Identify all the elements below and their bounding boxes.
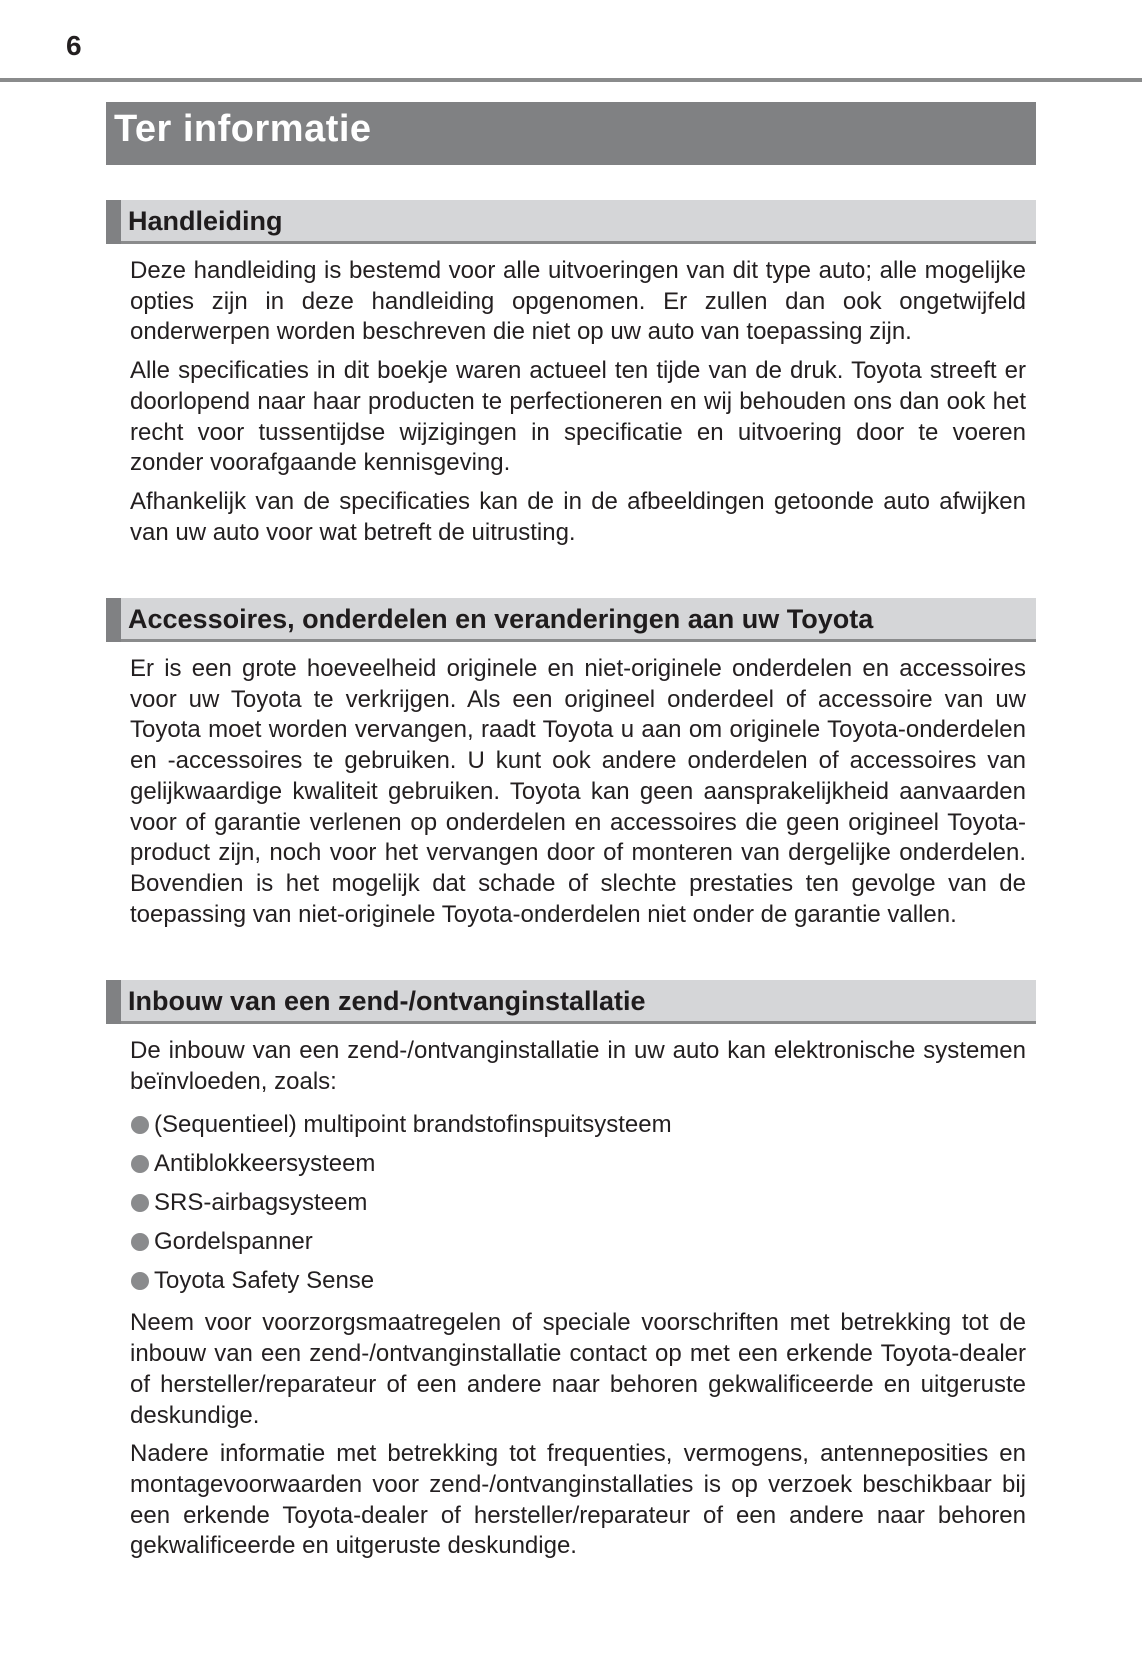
section-body <box>106 1036 1026 1562</box>
bullet-dot-icon <box>131 1116 149 1134</box>
list-item-text: SRS-airbagsysteem <box>154 1189 368 1217</box>
bullet-dot-icon <box>131 1194 149 1212</box>
list-item <box>130 1144 1026 1183</box>
section-heading: Inbouw van een zend-/ontvanginstallatie <box>128 986 646 1016</box>
list-item-text: (Sequentieel) multipoint brandstofinspuitsysteem <box>154 1111 672 1139</box>
section-heading: Handleiding <box>128 206 283 236</box>
section-zendinstallatie <box>106 980 1036 1570</box>
paragraph: Nadere informatie met betrekking tot frequenties, vermogens, antenneposities en montagevoorwaarden voor zend-/ontvanginstallaties is op verzoek beschikbaar bij een erkende Toyota-dealer of hersteller/reparateur of een andere naar behoren gekwalificeerde en uitgeruste deskundige. <box>130 1440 1026 1560</box>
section-body <box>106 256 1026 548</box>
list-item <box>130 1183 1026 1222</box>
section-heading-bar <box>106 200 1036 244</box>
list-item-text: Gordelspanner <box>154 1228 313 1256</box>
paragraph: Neem voor voorzorgsmaatregelen of speciale voorschriften met betrekking tot de inbouw van een zend-/ontvanginstallatie contact op met een erkende Toyota-dealer of hersteller/reparateur of een andere naar behoren gekwalificeerde en uitgeruste deskundige. <box>130 1309 1026 1429</box>
list-item-text: Toyota Safety Sense <box>154 1267 375 1295</box>
bullet-list <box>130 1105 1026 1300</box>
section-stripe <box>106 598 121 642</box>
paragraph: Er is een grote hoeveelheid originele en niet-originele onderdelen en accessoires voor uw Toyota te verkrijgen. Als een origineel onderdeel of accessoire van uw Toyota moet worden vervangen, raadt Toyota u aan om originele Toyota-onderdelen en -accessoires te gebruiken. U kunt ook andere onderdelen of accessoires van gelijkwaardige kwaliteit gebruiken. Toyota kan geen aansprakelijkheid aanvaarden voor of garantie verlenen op onderdelen en accessoires die geen origineel Toyota-product zijn, noch voor het vervangen door of monteren van dergelijke onderdelen. Bovendien is het mogelijk dat schade of slechte prestaties ten gevolge van de toepassing van niet-originele Toyota-onderdelen niet onder de garantie vallen. <box>130 655 1026 928</box>
bullet-dot-icon <box>131 1233 149 1251</box>
section-heading-bar <box>106 980 1036 1024</box>
list-item <box>130 1222 1026 1261</box>
paragraph: Afhankelijk van de specificaties kan de in de afbeeldingen getoonde auto afwijken van uw auto voor wat betreft de uitrusting. <box>130 487 1026 546</box>
section-stripe <box>106 980 121 1024</box>
section-handleiding <box>106 200 1036 556</box>
bullet-dot-icon <box>131 1272 149 1290</box>
page-title: Ter informatie <box>114 108 372 150</box>
list-item <box>130 1105 1026 1144</box>
section-accessoires <box>106 598 1036 938</box>
section-stripe <box>106 200 121 244</box>
list-item <box>130 1261 1026 1300</box>
top-rule <box>0 78 1142 82</box>
page-number: 6 <box>66 30 82 61</box>
page-title-bar <box>106 102 1036 165</box>
paragraph: Deze handleiding is bestemd voor alle uitvoeringen van dit type auto; alle mogelijke opties zijn in deze handleiding opgenomen. Er zullen dan ook ongetwijfeld onderwerpen worden beschreven die niet op uw auto van toepassing zijn. <box>130 257 1026 346</box>
list-item-text: Antiblokkeersysteem <box>154 1150 376 1178</box>
paragraph: De inbouw van een zend-/ontvanginstallatie in uw auto kan elektronische systemen beïnvloeden, zoals: <box>130 1037 1026 1095</box>
bullet-dot-icon <box>131 1155 149 1173</box>
section-heading: Accessoires, onderdelen en veranderingen aan uw Toyota <box>128 604 874 634</box>
section-body <box>106 654 1026 930</box>
paragraph: Alle specificaties in dit boekje waren actueel ten tijde van de druk. Toyota streeft er doorlopend naar haar producten te perfectioneren en wij behouden ons dan ook het recht voor tussentijdse wijzigingen in specificatie en uitvoering door te voeren zonder voorafgaande kennisgeving. <box>130 357 1026 477</box>
section-heading-bar <box>106 598 1036 642</box>
